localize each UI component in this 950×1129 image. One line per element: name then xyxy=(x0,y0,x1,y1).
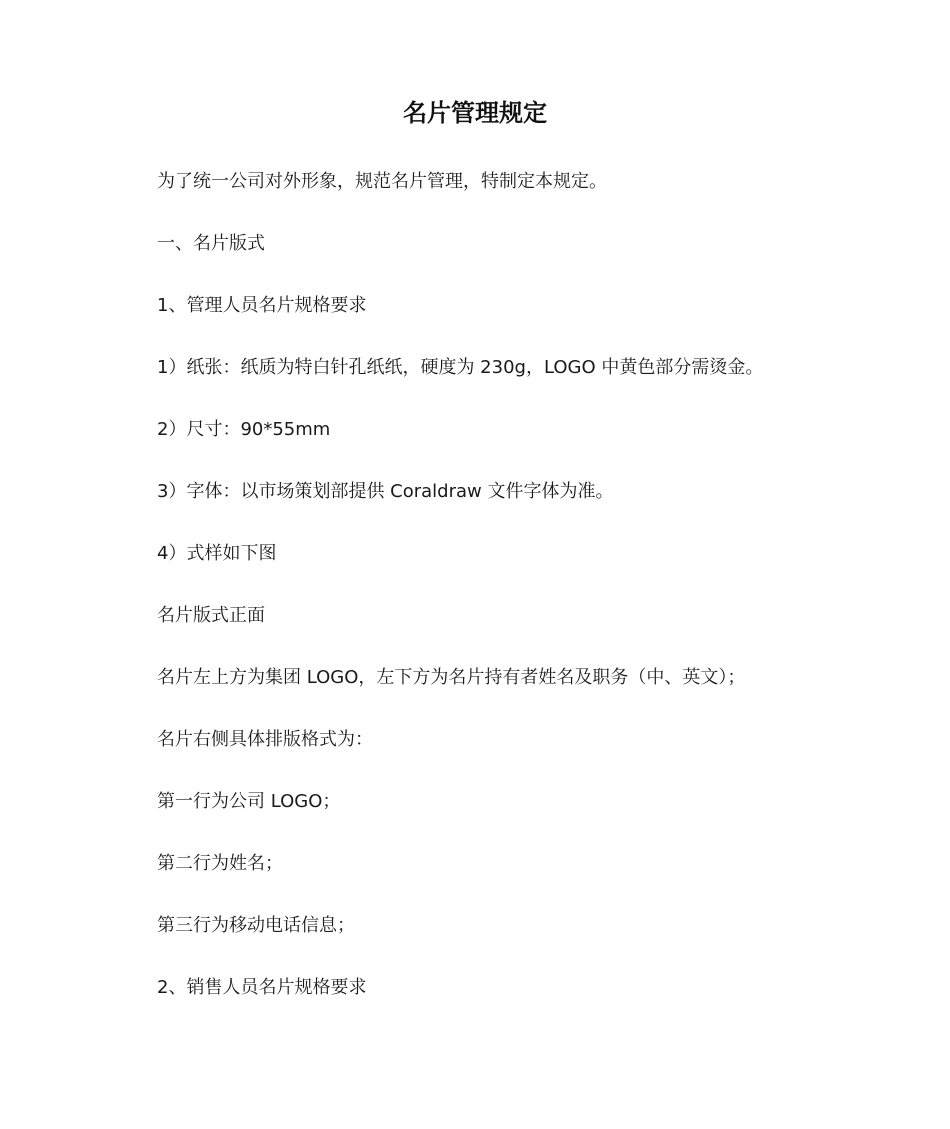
layout-line-three: 第三行为移动电话信息； xyxy=(157,915,355,936)
font-spec-item: 3）字体：以市场策划部提供 Coraldraw 文件字体为准。 xyxy=(157,481,614,502)
section-heading-card-format: 一、名片版式 xyxy=(157,233,265,254)
subsection-heading-sales-cards: 2、销售人员名片规格要求 xyxy=(157,977,367,998)
document-body xyxy=(157,166,837,1034)
front-format-heading: 名片版式正面 xyxy=(157,605,265,626)
layout-line-two: 第二行为姓名； xyxy=(157,853,283,874)
front-layout-description: 名片左上方为集团 LOGO，左下方为名片持有者姓名及职务（中、英文）； xyxy=(157,667,746,688)
intro-paragraph: 为了统一公司对外形象，规范名片管理，特制定本规定。 xyxy=(157,171,607,192)
layout-line-one: 第一行为公司 LOGO； xyxy=(157,791,341,812)
size-spec-item: 2）尺寸：90*55mm xyxy=(157,419,331,440)
style-spec-item: 4）式样如下图 xyxy=(157,543,277,564)
subsection-heading-manager-cards: 1、管理人员名片规格要求 xyxy=(157,295,367,316)
right-side-layout-intro: 名片右侧具体排版格式为： xyxy=(157,729,373,750)
paper-spec-item: 1）纸张：纸质为特白针孔纸纸，硬度为 230g，LOGO 中黄色部分需烫金。 xyxy=(157,357,764,378)
document-title: 名片管理规定 xyxy=(403,99,547,127)
